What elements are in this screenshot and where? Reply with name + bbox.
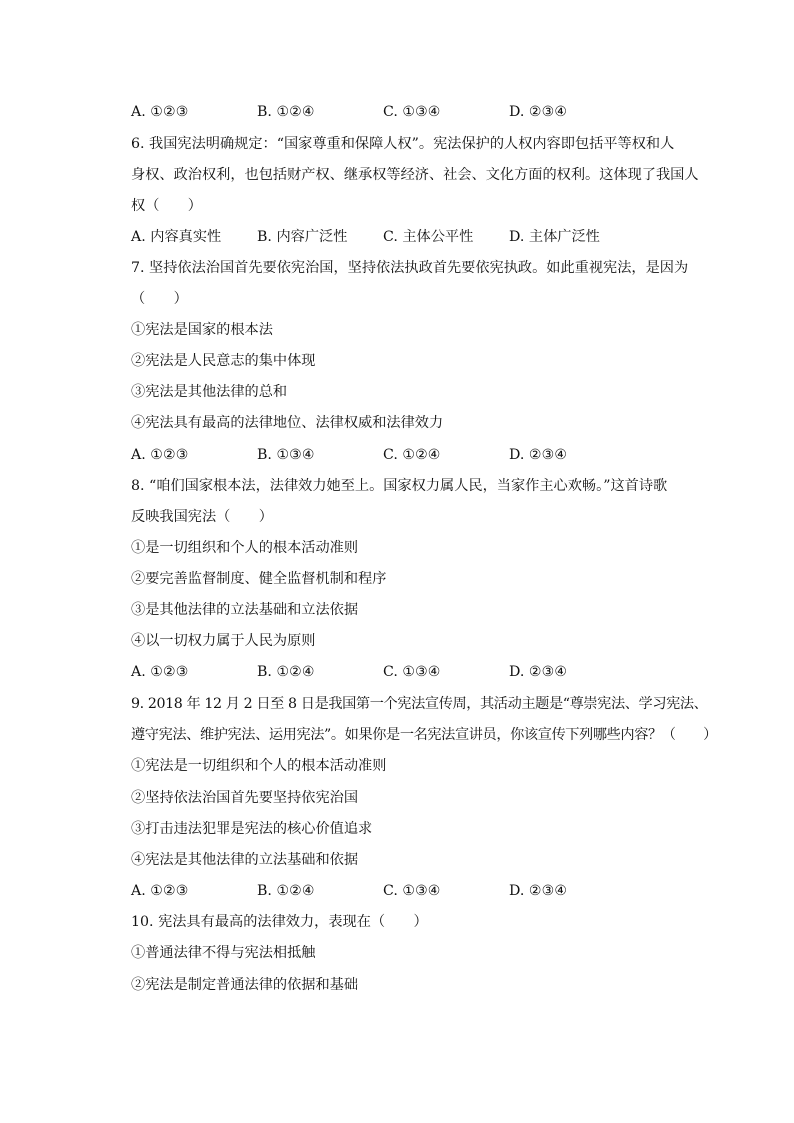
q7-option-d: D. ②③④ [509, 447, 568, 463]
q9-item-2: ②坚持依法治国首先要坚持依宪治国 [131, 790, 359, 806]
q8-option-d: D. ②③④ [509, 664, 568, 680]
q10-item-1: ①普通法律不得与宪法相抵触 [131, 945, 316, 961]
q10-item-2: ②宪法是制定普通法律的依据和基础 [131, 977, 359, 993]
q5-option-c: C. ①③④ [383, 104, 441, 120]
q8-option-b: B. ①②④ [257, 664, 315, 680]
q8-item-3: ③是其他法律的立法基础和立法依据 [131, 602, 359, 618]
q9-option-c: C. ①③④ [383, 883, 441, 899]
q7-option-b: B. ①③④ [257, 447, 315, 463]
q7-stem-line-1: 7. 坚持依法治国首先要依宪治国，坚持依法执政首先要依宪执政。如此重视宪法，是因为 [131, 260, 689, 276]
q5-option-d: D. ②③④ [509, 104, 568, 120]
q6-option-b: B. 内容广泛性 [257, 229, 348, 245]
q9-item-4: ④宪法是其他法律的立法基础和依据 [131, 852, 359, 868]
q5-option-b: B. ①②④ [257, 104, 315, 120]
q9-option-d: D. ②③④ [509, 883, 568, 899]
q7-item-1: ①宪法是国家的根本法 [131, 322, 273, 338]
q7-option-c: C. ①②④ [383, 447, 441, 463]
q6-stem-line-1: 6. 我国宪法明确规定：“国家尊重和保障人权”。宪法保护的人权内容即包括平等权和人 [131, 136, 675, 152]
q8-option-c: C. ①③④ [383, 664, 441, 680]
q7-item-2: ②宪法是人民意志的集中体现 [131, 353, 316, 369]
q8-stem-line-1: 8. “咱们国家根本法，法律效力她至上。国家权力属人民，当家作主心欢畅。”这首诗歌 [131, 478, 668, 494]
q9-item-1: ①宪法是一切组织和个人的根本活动准则 [131, 758, 387, 774]
q7-option-a: A. ①②③ [131, 447, 189, 463]
q6-option-a: A. 内容真实性 [131, 229, 222, 245]
q5-option-a: A. ①②③ [131, 104, 189, 120]
q9-option-b: B. ①②④ [257, 883, 315, 899]
q9-stem-line-2: 遵守宪法、维护宪法、运用宪法”。如果你是一名宪法宣讲员，你该宣传下列哪些内容？（ ） [131, 727, 717, 743]
q7-item-4: ④宪法具有最高的法律地位、法律权威和法律效力 [131, 415, 444, 431]
q6-option-c: C. 主体公平性 [383, 229, 474, 245]
q8-option-a: A. ①②③ [131, 664, 189, 680]
q8-item-1: ①是一切组织和个人的根本活动准则 [131, 540, 359, 556]
q8-item-4: ④以一切权力属于人民为原则 [131, 633, 316, 649]
q7-stem-line-2: （ ） [131, 291, 188, 307]
q10-stem-line-1: 10. 宪法具有最高的法律效力，表现在（ ） [131, 914, 428, 930]
q9-option-a: A. ①②③ [131, 883, 189, 899]
q8-stem-line-2: 反映我国宪法（ ） [131, 509, 273, 525]
q9-item-3: ③打击违法犯罪是宪法的核心价值追求 [131, 821, 373, 837]
q6-stem-line-2: 身权、政治权利，也包括财产权、继承权等经济、社会、文化方面的权利。这体现了我国人 [131, 167, 699, 183]
q6-stem-line-3: 权（ ） [131, 198, 202, 214]
q6-option-d: D. 主体广泛性 [509, 229, 600, 245]
q7-item-3: ③宪法是其他法律的总和 [131, 384, 288, 400]
q8-item-2: ②要完善监督制度、健全监督机制和程序 [131, 571, 387, 587]
q9-stem-line-1: 9. 2018 年 12 月 2 日至 8 日是我国第一个宪法宣传周，其活动主题是“尊崇宪法、学习宪法、 [131, 696, 708, 712]
